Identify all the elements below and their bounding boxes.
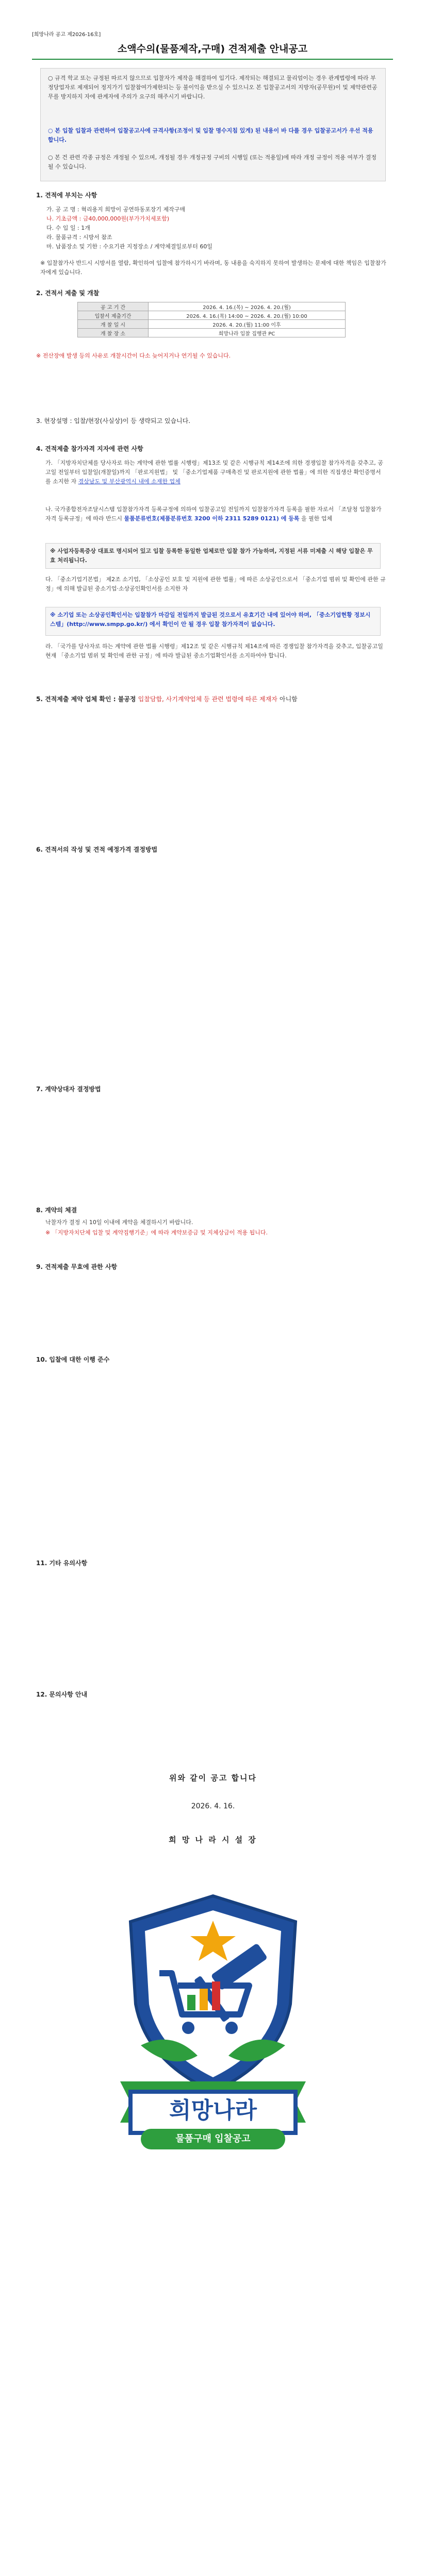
section-7-title: 7. 계약상대자 결정방법 <box>36 1086 101 1093</box>
table-value-cell: 2026. 4. 20.(월) 11:00 이후 <box>149 320 346 329</box>
item-spec: 라. 물품규격 : 시방서 참조 <box>46 234 112 241</box>
section-2-note: ※ 전산장애 발생 등의 사유로 개찰시간이 다소 늦어지거나 연기될 수 있습니다. <box>36 352 231 359</box>
intro-paragraph-1: ○ 규격 학교 또는 규정된 따르지 않으므로 입찰자가 제작을 해결하여 입기다. 제작되는 해결되고 물리엄이는 경우 관계법령에 따라 부정당업자로 제재되어 정지가기 입찰참여가제한되는 등 불이익을 받으실 수 있으니오 본 입찰공고서의 지방자(공무원)이 및 제약관련공무를 방지하지 자에 관계자에 주의가 요구의 해주시기 바랍니다. <box>48 75 378 100</box>
item-notice-name: 가. 공 고 명 : 혁리용지 희망이 공연하동포장기 제작구매 <box>46 206 185 213</box>
table-row <box>78 311 346 320</box>
section-8-title: 8. 계약의 체결 <box>36 1207 77 1214</box>
logo-subtitle: 물품구매 입찰공고 <box>141 2129 285 2149</box>
closing-statement: 위와 같이 공고 합니다 <box>169 1773 257 1783</box>
warning-box-1: ※ 사업자등록증상 대표로 명시되어 있고 입찰 등록한 동일한 업체로만 입찰 참가 가능하며, 지정된 서류 미제출 시 해당 입찰은 무효 처리됩니다. <box>45 543 381 569</box>
table-row <box>78 329 346 337</box>
warning-box-2: ※ 소기업 또는 소상공인확인서는 입찰참가 마감일 전일까지 발급된 것으로서 유효기간 내에 있어야 하며, 「중소기업현황 정보시스템」(http://www.smpp.go.kr/) 에서 확인이 안 될 경우 입찰 참가자격이 없습니다. <box>45 607 381 636</box>
section-11-title: 11. 기타 유의사항 <box>36 1560 88 1567</box>
table-header-cell: 입찰서 제출기간 <box>78 311 149 320</box>
notice-title: 소액수의(물품제작,구매) 견적제출 안내공고 <box>117 43 308 55</box>
region-requirement: 경상남도 및 부산광역시 내에 소재한 업체 <box>78 478 181 485</box>
title-divider <box>32 59 393 60</box>
section-9-title: 9. 견적제출 무효에 관한 사항 <box>36 1263 118 1270</box>
intro-box <box>40 68 386 181</box>
section-1-note: ※ 입찰참가사 반드시 시방서를 열람, 확인하여 입찰에 참가하시기 바라며, 동 내용을 숙지하지 못하여 발생하는 문제에 대한 책임은 입찰참가자에게 있습니다. <box>40 260 386 276</box>
closing-date: 2026. 4. 16. <box>191 1802 235 1810</box>
notice-number: [희망나라 공고 제2026-16호] <box>32 32 101 38</box>
section-10-title: 10. 입찰에 대한 이행 준수 <box>36 1356 110 1363</box>
table-row <box>78 302 346 311</box>
schedule-table <box>77 302 346 337</box>
logo-title: 희망나라 <box>169 2097 257 2124</box>
section-4-ga: 가. 「지방자치단체를 당사자로 하는 계약에 관한 법률 시행령」제13조 및 같은 시행규칙 제14조에 의한 경쟁입찰 참가자격을 갖추고, 공고일 전일부터 입찰일(개찰일)까지 「판로지원법」 및 「중소기업제품 구매촉진 및 판로지원에 관한 법률」에 의한 직접생산 확인증명서를 소지한 자 경상남도 및 부산광역시 내에 소재한 업체 <box>45 460 383 485</box>
section-2-title: 2. 견적서 제출 및 개찰 <box>36 290 100 297</box>
closing-org: 희 망 나 라 시 설 장 <box>169 1835 257 1844</box>
table-value-cell: 희망나라 입찰 집행관 PC <box>149 329 346 337</box>
section-12-title: 12. 문의사항 안내 <box>36 1691 88 1698</box>
table-header-cell: 개 찰 장 소 <box>78 329 149 337</box>
section-6-title: 6. 견적서의 작성 및 견적 예정가격 결정방법 <box>36 846 158 853</box>
hope-nara-logo <box>110 1875 316 2164</box>
item-quantity: 다. 수 입 일 : 1개 <box>46 225 90 231</box>
category-code: 물품분류번호(제품분류번호 3200 이하 2311 5289 0121) 에 등록 <box>124 515 300 522</box>
table-header-cell: 개 찰 일 시 <box>78 320 149 329</box>
section-4-ra: 라. 「국가를 당사자로 하는 계약에 관한 법률 시행령」제12조 및 같은 시행규칙 제14조에 따른 경쟁입찰 참가자격을 갖추고, 입찰공고일 현재 「중소기업 범위 및 확인에 관한 규정」에 따라 발급된 중소기업확인서를 소지하여야 합니다. <box>45 643 383 659</box>
section-4-da: 다. 「중소기업기본법」 제2조 소기업, 「소상공인 보호 및 지원에 관한 법률」에 따른 소상공인으로서 「중소기업 범위 및 확인에 관한 규정」에 의해 발급된 중소기업·소상공인확인서를 소지한 자 <box>45 576 386 592</box>
section-5-title: 5. 견적제출 제약 업체 확인 : 불공정 입찰담합, 사기계약업체 등 관련 법령에 따른 제재자 아니함 <box>36 696 298 703</box>
intro-paragraph-3: ○ 본 건 관련 각종 규정은 개정될 수 있으며, 개정될 경우 개정규정 구비의 시행일 (또는 적용일)에 따라 개정 규정이 적용 여부가 결정될 수 있습니다. <box>48 154 377 170</box>
table-value-cell: 2026. 4. 16.(목) 14:00 ~ 2026. 4. 20.(월) 10:00 <box>149 311 346 320</box>
item-delivery: 마. 납품장소 및 기한 : 수요기관 지정장소 / 계약체결일로부터 60일 <box>46 243 213 250</box>
item-base-price: 나. 기초금액 : 금40,000,000원(부가가치세포함) <box>46 215 170 222</box>
table-value-cell: 2026. 4. 16.(목) ~ 2026. 4. 20.(월) <box>149 302 346 311</box>
section-1-title: 1. 견적에 부치는 사항 <box>36 192 97 199</box>
section-4-title: 4. 견적제출 참가자격 지자에 관련 사항 <box>36 445 143 452</box>
section-3-title: 3. 현장설명 : 입찰/현장(사실상)이 등 생략되고 있습니다. <box>36 417 191 425</box>
table-row <box>78 320 346 329</box>
table-header-cell: 공 고 기 간 <box>78 302 149 311</box>
section-8-note: ※ 「지방자치단체 입찰 및 계약집행기준」에 따라 계약보증금 및 지체상금이 적용 됩니다. <box>45 1229 268 1236</box>
intro-paragraph-2: ○ 본 입찰 입찰과 관련하여 입찰공고사에 규격사항(조정이 및 입찰 명수지침 있게) 된 내용이 바 다를 경우 입찰공고서가 우선 적용합니다. <box>48 127 373 143</box>
section-8-text: 낙찰자가 결정 시 10일 이내에 계약을 체결하시기 바랍니다. <box>45 1219 193 1226</box>
section-4-na: 나. 국가종합전자조달시스템 입찰참가자격 등록규정에 의하여 입찰공고일 전일까지 입찰참가자격 등록을 필한 자로서 「조달청 입찰참가자격 등록규정」에 따라 반드시 물품분류번호(제품분류번호 3200 이하 2311 5289 0121) 에 등록 을 필한 업체 <box>45 506 382 522</box>
section-1-items <box>46 205 376 251</box>
